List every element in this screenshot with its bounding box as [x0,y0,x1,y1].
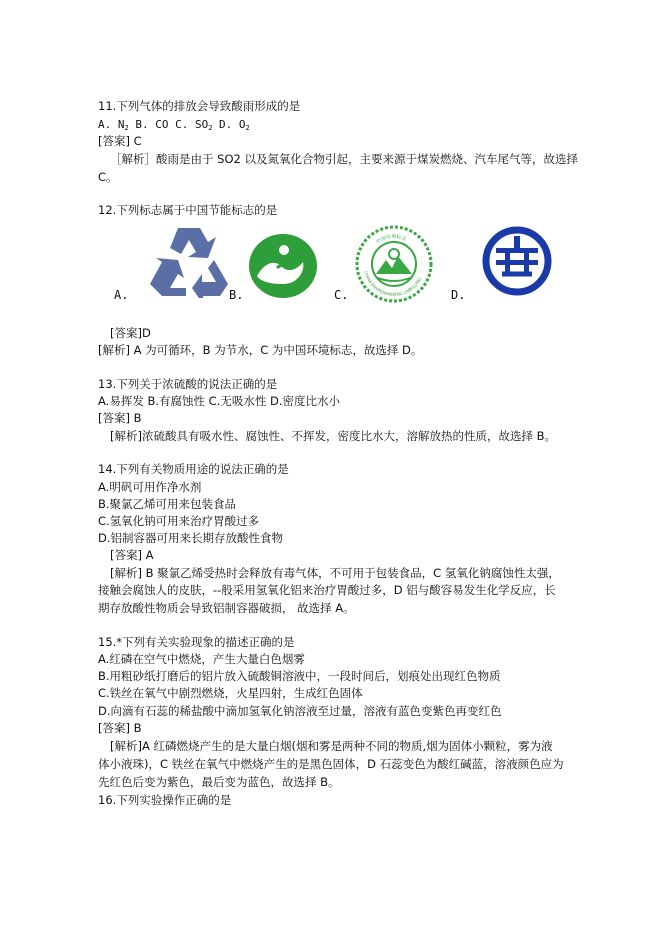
q14-answer: [答案] A [110,548,154,562]
env-label-bottom-text: CHINA ENVIRONMENTAL LABELLING [363,270,423,298]
recycle-icon [148,224,230,298]
q11-stem: 11.下列气体的排放会导致酸雨形成的是 [98,99,301,113]
q16-stem: 16.下列实验操作正确的是 [98,793,232,807]
q14-option-a: A.明矾可用作净水剂 [98,480,202,494]
q13-options: A.易挥发 B.有腐蚀性 C.无吸水性 D.密度比水小 [98,394,341,408]
q12-answer: [答案]D [110,326,151,340]
q15-analysis-cont-2: 先红色后变为紫色，最后变为蓝色，故选择 B。 [98,775,340,789]
env-label-top-text: 中国环境标志 [375,233,408,246]
q12-label-d: D. [451,288,466,302]
q11-options: A. $N_2$ B. CO C. $SO_2$ D. $O_2$ [98,118,250,132]
q14-option-d: D.铝制容器可用来长期存放酸性食物 [98,531,284,545]
q14-analysis: [解析] B 聚氯乙烯受热时会释放有毒气体，不可用于包装食品，C 氢氧化钠腐蚀性太强， [110,566,560,580]
water-saving-icon [247,232,319,300]
q15-analysis: [解析]A 红磷燃烧产生的是大量白烟(烟和雾是两种不同的物质,烟为固体小颗粒，雾为液 [110,739,553,753]
q13-analysis: [解析]浓硫酸具有吸水性、腐蚀性、不挥发，密度比水大，溶解放热的性质，故选择 B。 [110,429,557,443]
energy-saving-icon [482,226,552,296]
q15-stem: 15.*下列有关实验现象的描述正确的是 [98,635,295,649]
q13-stem: 13.下列关于浓硫酸的说法正确的是 [98,377,278,391]
q11-answer: [答案] C [98,134,142,148]
q13-answer: [答案] B [98,411,142,425]
q15-option-c: C.铁丝在氧气中剧烈燃烧，火星四射，生成红色固体 [98,686,363,700]
q14-analysis-cont-1: 接触会腐蚀人的皮肤，--般采用氢氧化铝来治疗胃酸过多，D 铝与酸容易发生化学反应，长 [98,583,556,597]
q14-option-b: B.聚氯乙烯可用来包装食品 [98,497,237,511]
q15-analysis-cont-1: 体小液珠)，C 铁丝在氧气中燃烧产生的是黑色固体，D 石蕊变色为酸红碱蓝，溶液颜色应为 [98,757,564,771]
q14-analysis-cont-2: 期存放酸性物质会导致铝制容器破损， 故选择 A。 [98,601,355,615]
q15-answer: [答案] B [98,721,142,735]
q15-option-b: B.用粗砂纸打磨后的铝片放入硫酸铜溶液中，一段时间后，划痕处出现红色物质 [98,669,501,683]
q14-stem: 14.下列有关物质用途的说法正确的是 [98,462,289,476]
q12-label-a: A. [114,288,129,302]
q12-label-b: B. [229,288,244,302]
q15-option-d: D.向滴有石蕊的稀盐酸中滴加氢氧化钠溶液至过量，溶液有蓝色变紫色再变红色 [98,704,502,718]
q12-analysis: [解析] A 为可循环，B 为节水，C 为中国环境标志，故选择 D。 [98,343,423,357]
q14-option-c: C.氢氧化钠可用来治疗胃酸过多 [98,514,260,528]
environmental-label-icon [354,224,434,304]
q12-label-c: C. [334,288,349,302]
q12-stem: 12.下列标志属于中国节能标志的是 [98,203,278,217]
q15-option-a: A.红磷在空气中燃烧，产生大量白色烟雾 [98,652,305,666]
q11-analysis: ［解析］酸雨是由于 SO2 以及氮氧化合物引起，主要来源于煤炭燃烧、汽车尾气等，故选择 [110,152,578,166]
q11-analysis-cont: C。 [98,170,118,184]
